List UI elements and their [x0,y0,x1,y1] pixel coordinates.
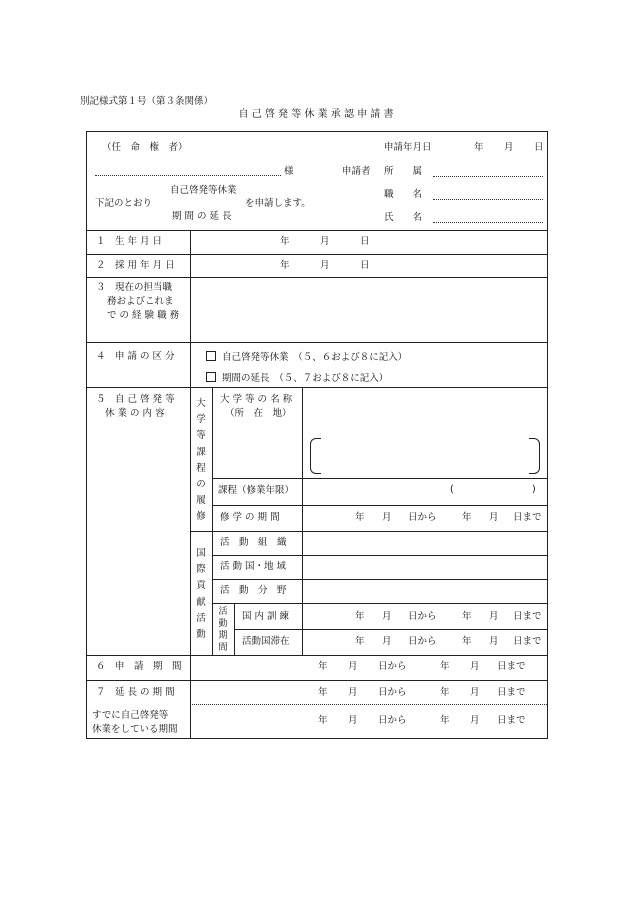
activity-period-group-label: 活動期間 [218,607,228,653]
study-day-from: 日から [408,512,437,523]
domestic-month-to: 月 [489,611,499,622]
frame-left [86,131,87,739]
label-col-divider [190,230,191,387]
rule-content [86,655,548,656]
domestic-year-to: 年 [462,611,472,622]
stay-month-from: 月 [382,636,392,647]
rule-birth [86,254,548,255]
name-label: 氏 名 [384,212,423,223]
post-field[interactable] [433,199,543,200]
already-day-to: 日まで [497,715,526,726]
country-label: 活 動 国・地 域 [220,561,287,572]
content-label-1: ５ 自 己 啓 発 等 [96,394,175,405]
already-year-from: 年 [318,715,328,726]
address-bracket-left [310,438,321,474]
applicant-label: 申請者 [342,166,371,177]
label-col-divider-lower [190,387,191,738]
rule-duties [86,342,548,343]
university-name-label-1: 大 学 等 の 名 称 [220,394,293,405]
apply-month-to: 月 [470,661,480,672]
stay-label: 活動国滞在 [242,636,290,647]
intl-group-label: 国際貢献活動 [196,548,206,641]
study-period-label: 修 学 の 期 間 [220,512,280,523]
birth-year: 年 [280,236,290,247]
form-title: 自 己 啓 発 等 休 業 承 認 申 請 書 [238,109,394,120]
study-day-to: 日まで [513,512,542,523]
notice-suffix: を申請します。 [245,198,311,209]
rule-domestic [234,629,548,630]
study-month-from: 月 [382,512,392,523]
apply-day-from: 日から [378,661,407,672]
date-label: 申請年月日 [384,142,432,153]
domestic-label: 国 内 訓 練 [242,611,290,622]
notice-option-1: 自己啓発等休業 [170,185,237,196]
name-field[interactable] [433,222,543,223]
extension-label: ７ 延 長 の 期 間 [96,687,175,698]
frame-bottom [86,738,548,739]
university-name-label-2: （所 在 地） [225,408,292,419]
already-label-2: 休業をしている期間 [92,724,178,735]
post-label: 職 名 [384,189,423,200]
frame-right [547,131,548,739]
birth-label: １ 生 年 月 日 [96,236,163,247]
rule-country [212,579,548,580]
category-option-1-text: 自己啓発等休業 （５、６および８に記入） [222,352,408,363]
extension-year-from: 年 [318,687,328,698]
affiliation-field[interactable] [433,176,543,177]
course-paren-open: ( [450,484,454,495]
hire-label: ２ 採 用 年 月 日 [96,260,175,271]
rule-hire [86,277,548,278]
rule-header-bottom [86,230,548,231]
stay-month-to: 月 [489,636,499,647]
category-option-1[interactable] [206,351,407,363]
study-year-to: 年 [462,512,472,523]
frame-top [86,131,548,132]
sama-label: 様 [284,166,294,177]
apply-period-label: ６ 申 請 期 間 [96,661,182,672]
extension-year-to: 年 [440,687,450,698]
extension-month-to: 月 [470,687,480,698]
form-code: 別記様式第１号（第３条関係） [80,96,214,107]
already-year-to: 年 [440,715,450,726]
domestic-year-from: 年 [355,611,365,622]
course-paren-close: ) [532,484,536,495]
domestic-day-to: 日まで [513,611,542,622]
course-label: 課程（修業年限） [218,485,295,496]
appointer-field[interactable] [95,175,281,176]
already-label-1: すでに自己啓発等 [92,710,169,721]
rule-course [212,505,548,506]
extension-day-from: 日から [378,687,407,698]
study-month-to: 月 [489,512,499,523]
category-label: ４ 申 請 の 区 分 [96,351,175,362]
date-year: 年 [474,142,484,153]
birth-day: 日 [360,236,370,247]
stay-day-from: 日から [408,636,437,647]
category-option-2[interactable] [206,372,388,384]
hire-month: 月 [320,260,330,271]
content-label-2: 休 業 の 内 容 [105,408,165,419]
apply-month-from: 月 [348,661,358,672]
rule-apply-period [86,680,548,681]
date-month: 月 [504,142,514,153]
extension-month-from: 月 [348,687,358,698]
rule-extension-dotted [190,704,547,705]
birth-month: 月 [320,236,330,247]
rule-org [212,555,548,556]
apply-year-from: 年 [318,661,328,672]
stay-year-to: 年 [462,636,472,647]
duties-label-1: ３ 現在の担当職 [96,282,173,293]
rule-category [86,387,548,388]
already-month-from: 月 [348,715,358,726]
extension-day-to: 日まで [497,687,526,698]
rule-university-group [190,531,548,532]
field-label: 活 動 分 野 [220,585,287,596]
rule-university-name [212,478,548,479]
date-day: 日 [534,142,544,153]
apply-year-to: 年 [440,661,450,672]
study-year-from: 年 [355,512,365,523]
already-day-from: 日から [378,715,407,726]
appointer-label: （任 命 権 者） [102,142,188,153]
stay-day-to: 日まで [513,636,542,647]
hire-day: 日 [360,260,370,271]
rule-field [212,603,548,604]
stay-year-from: 年 [355,636,365,647]
sub-label-divider [302,387,303,655]
duties-label-2: 務およびこれま [107,296,174,307]
affiliation-label: 所 属 [384,166,423,177]
already-month-to: 月 [470,715,480,726]
apply-day-to: 日まで [497,661,526,672]
university-group-label: 大学等課程の履修 [196,398,206,523]
address-bracket-right [529,438,540,474]
notice-prefix: 下記のとおり [95,198,153,209]
domestic-month-from: 月 [382,611,392,622]
domestic-day-from: 日から [408,611,437,622]
duties-label-3: で の 経 験 職 務 [107,310,180,321]
org-label: 活 動 組 織 [220,537,287,548]
hire-year: 年 [280,260,290,271]
checkbox-leave[interactable] [206,351,216,361]
category-option-2-text: 期間の延長 （５、７および８に記入） [222,373,389,384]
checkbox-extension[interactable] [206,372,216,382]
notice-option-2: 期 間 の 延 長 [172,211,232,222]
group-col-divider [212,387,213,655]
